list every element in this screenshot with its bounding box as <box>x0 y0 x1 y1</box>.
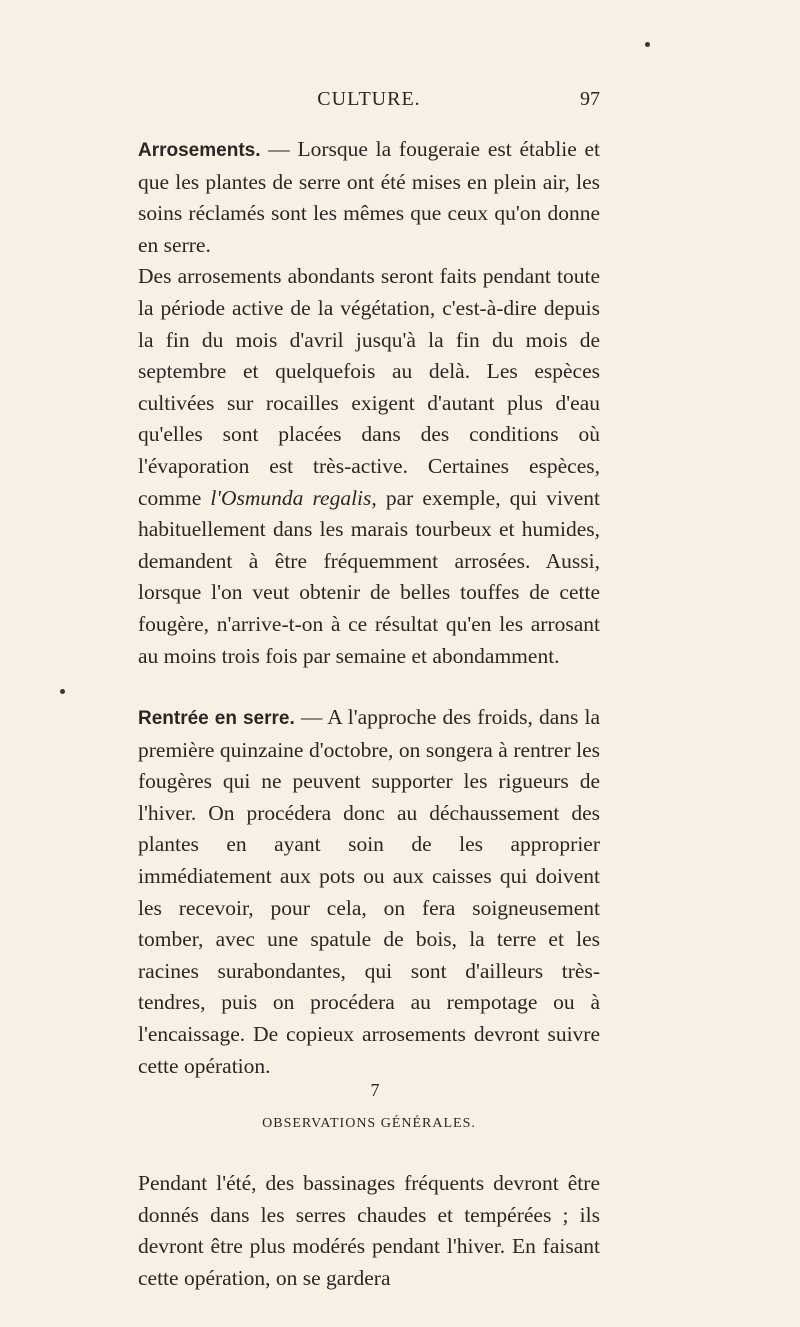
paragraph-text: Des arrosements abondants seront faits pendant toute la période active de la végétation, c'est-à-dire depuis la fin du mois d'avril jusqu'à la fin du mois de septembre et quelquefois au delà. Les espèces cultivées sur rocailles exigent d'autant plus d'eau qu'elles sont placées dans des conditions où l'évaporation est très-active. Certaines espèces, comme <box>138 264 600 510</box>
species-name-italic: l'Osmunda regalis <box>210 485 372 510</box>
section-heading: OBSERVATIONS GÉNÉRALES. <box>262 1116 476 1132</box>
paragraph-arrosements <box>138 134 600 261</box>
body-text <box>138 134 600 1295</box>
ink-speck <box>645 42 650 47</box>
paragraph-text: , par exemple, qui vivent habituellement dans les marais tourbeux et humides, demandent à être fréquemment arrosées. Aussi, lorsque l'on veut obtenir de belles touffes de cette fougère, n'arrive-t-on à ce résultat qu'en les arrosant au moins trois fois par semaine et abondamment. <box>138 485 600 668</box>
paragraph-text: Pendant l'été, des bassinages fréquents devront être donnés dans les serres chaudes et tempérées ; ils devront être plus modérés pendant l'hiver. En faisant cette opération, on se gardera <box>138 1171 600 1290</box>
running-head <box>138 88 600 118</box>
paragraph-text: — Lorsque la fougeraie est établie et que les plantes de serre ont été mises en plein air, les soins réclamés sont les mêmes que ceux qu'on donne en serre. <box>138 137 600 257</box>
paragraph-rentree <box>138 702 600 1082</box>
page-number: 97 <box>580 88 600 110</box>
ink-speck <box>60 689 65 694</box>
runin-heading-arrosements: Arrosements. <box>138 140 261 161</box>
paragraph-observations <box>138 1168 600 1294</box>
runin-heading-rentree: Rentrée en serre. <box>138 708 295 730</box>
paragraph-text: — A l'approche des froids, dans la première quinzaine d'octobre, on songera à rentrer les fougères qui ne peuvent supporter les rigueurs de l'hiver. On procédera donc au déchaussement des plantes en ayant soin de les approprier immédiatement aux pots ou aux caisses qui doivent les recevoir, pour cela, on fera soigneusement tomber, avec une spatule de bois, la terre et les racines surabondantes, qui sont d'ailleurs très-tendres, puis on procédera au rempotage ou à l'encaissage. De copieux arrosements devront suivre cette opération. <box>138 705 600 1078</box>
paragraph-arrosements-continued <box>138 261 600 672</box>
paragraph-gap <box>138 672 600 702</box>
signature-mark: 7 <box>370 1080 380 1100</box>
running-title: CULTURE. <box>317 88 421 110</box>
